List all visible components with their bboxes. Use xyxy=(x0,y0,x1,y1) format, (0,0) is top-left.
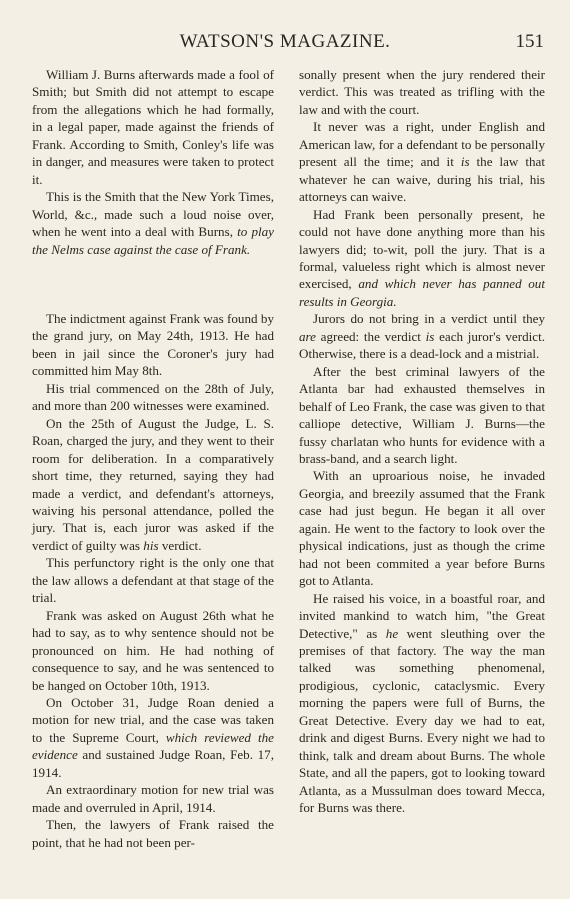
italic-text: to play the Nelms case against the case of Frank. xyxy=(32,224,274,257)
paragraph xyxy=(32,415,274,555)
paragraph xyxy=(299,206,545,311)
paragraph xyxy=(299,118,545,205)
paragraph xyxy=(299,467,545,589)
paragraph xyxy=(32,781,274,816)
italic-text: and which never has panned out results in Georgia. xyxy=(299,276,545,309)
paragraph xyxy=(299,66,545,118)
text-run: agreed: the verdict xyxy=(315,328,426,344)
paragraph xyxy=(32,816,274,851)
paragraph xyxy=(32,380,274,415)
paragraph xyxy=(299,310,545,362)
page-header xyxy=(0,30,570,56)
text-run: verdict. xyxy=(158,537,202,553)
paragraph xyxy=(299,590,545,817)
text-run: It never was a right, under English and American law, for a defendant to be personally present all the time; and it xyxy=(299,119,545,170)
italic-text: which reviewed the evidence xyxy=(32,729,274,763)
running-title: WATSON'S MAGAZINE. xyxy=(179,31,391,52)
italic-text: his xyxy=(143,537,159,553)
italic-text: is xyxy=(425,328,435,344)
text-run: Jurors do not bring in a verdict until they xyxy=(313,311,545,327)
paragraph xyxy=(32,66,274,188)
text-run: sonally present when the jury rendered their verdict. This was treated as trifling with the law and with the court. xyxy=(299,67,545,117)
paragraph xyxy=(32,188,274,258)
text-run: His trial commenced on the 28th of July, and more than 200 witnesses were examined. xyxy=(32,380,274,414)
left-column xyxy=(32,66,274,851)
text-run: After the best criminal lawyers of the Atlanta bar had exhausted themselves in behalf of Leo Frank, the case was given to that calliope detective, William J. Burns—the fussy charlatan who hunts for evidence with a brass-band, and a search light. xyxy=(299,363,545,466)
italic-text: he xyxy=(385,625,399,641)
right-column xyxy=(299,66,545,816)
text-run: This perfunctory right is the only one that the law allows a defendant at that stage of the trial. xyxy=(32,555,274,606)
text-run: Frank was asked on August 26th what he had to say, as to why sentence should not be pronounced on him. He had nothing of consequence to say, and he was sentenced to be hanged on October 10th, 1913. xyxy=(32,607,274,693)
text-run: With an uproarious noise, he invaded Georgia, and breezily assumed that the Frank case had just begun. He began it all over again. He went to the factory to look over the physical indications, just as though the crime had not been commited a year before Burns got to Atlanta. xyxy=(299,468,545,589)
text-run: went sleuthing over the premises of that factory. The way the man talked was something phenomenal, prodigious, cyclonic, cataclysmic. Every morning the papers were full of Burns, the Great Detective. Every day we had to eat, drink and digest Burns. Every night we had to think, talk and dream about Burns. The whole State, and all the papers, got to looking toward Atlanta, as a Mussulman does toward Mecca, for Burns was there. xyxy=(299,625,545,816)
italic-text: are xyxy=(299,328,316,344)
paragraph xyxy=(32,694,274,781)
text-run: each juror's verdict. Otherwise, there is a dead-lock and a mistrial. xyxy=(299,328,545,362)
text-run: William J. Burns afterwards made a fool of Smith; but Smith did not attempt to escape from the allegations which he had formally, in a legal paper, made against the friends of Frank. According to Smith, Conley's life was in danger, and measures were taken to protect it. xyxy=(32,67,274,187)
text-run: and sustained Judge Roan, Feb. 17, 1914. xyxy=(32,747,274,780)
page-number: 151 xyxy=(515,31,544,52)
paragraph xyxy=(32,607,274,694)
paragraph xyxy=(32,554,274,606)
text-run: He raised his voice, in a boastful roar, and invited mankind to watch him, "the Great Detective," as xyxy=(299,590,545,641)
text-run: the law that whatever he can waive, during his trial, his attorneys can waive. xyxy=(299,154,545,205)
paragraph xyxy=(32,310,274,380)
text-run: On the 25th of August the Judge, L. S. Roan, charged the jury, and they went to their room for deliberation. In a comparatively short time, they returned, saying they had made a verdict, and defendant's attorneys, waiving his personal attendance, polled the jury. That is, each juror was asked if the verdict of guilty was xyxy=(32,415,274,553)
text-run: This is the Smith that the New York Times, World, &c., made such a loud noise over, when he went into a deal with Burns, xyxy=(32,189,274,240)
text-run: An extraordinary motion for new trial was made and overruled in April, 1914. xyxy=(32,782,274,815)
text-run: The indictment against Frank was found by the grand jury, on May 24th, 1913. He had been in jail since the Coroner's jury had committed him May 8th. xyxy=(32,310,274,379)
text-run: Had Frank been personally present, he could not have done anything more than his lawyers did; to-wit, poll the jury. That is a formal, valueless right which is almost never exercised, xyxy=(299,206,545,292)
italic-text: is xyxy=(460,154,470,170)
paragraph xyxy=(299,363,545,468)
text-run: On October 31, Judge Roan denied a motion for new trial, and the case was taken to the Supreme Court, xyxy=(32,694,274,745)
text-run: Then, the lawyers of Frank raised the point, that he had not been per- xyxy=(32,817,274,850)
